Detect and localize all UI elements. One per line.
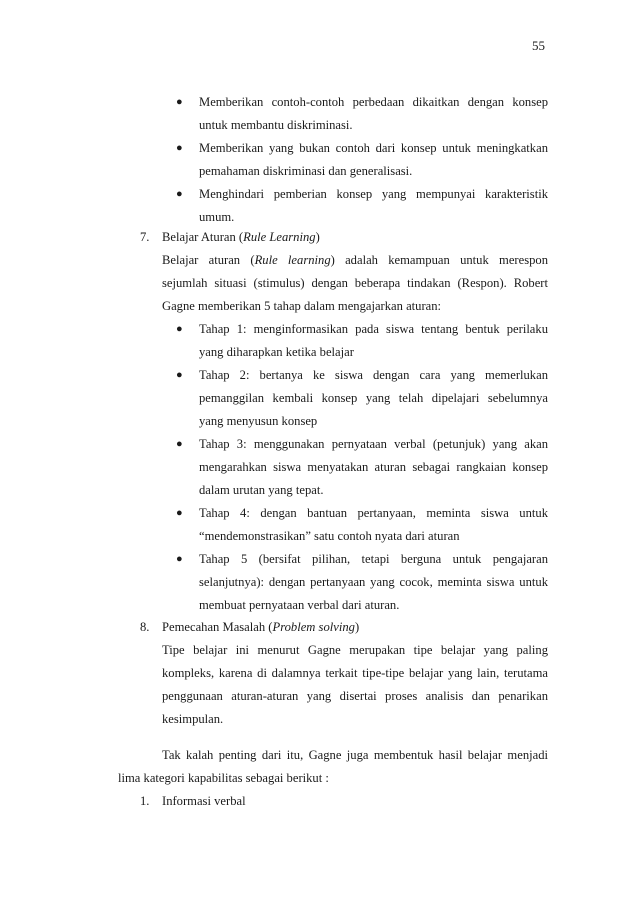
bullet-text: untuk membantu diskriminasi. (199, 118, 353, 132)
paragraph-line: lima kategori kapabilitas sebagai berikut : (118, 771, 329, 785)
bullet-text: Tahap 5 (bersifat pilihan, tetapi berguna untuk pengajaran (199, 552, 548, 566)
bullet-icon: ● (176, 369, 183, 381)
bullet-text: umum. (199, 210, 235, 224)
bullet-text: dalam urutan yang tepat. (199, 483, 324, 497)
paragraph-line: kesimpulan. (162, 712, 224, 726)
page-number: 55 (532, 38, 545, 53)
paragraph-line: kompleks, karena di dalamnya terkait tipe-tipe belajar yang lain, terutama (162, 666, 548, 680)
bullet-text: yang menyusun konsep (199, 414, 318, 428)
bullet-text: selanjutnya): dengan pertanyaan yang cocok, meminta siswa untuk (199, 575, 548, 589)
bullet-text: pemahaman diskriminasi dan generalisasi. (199, 164, 413, 178)
list-item-label: Informasi verbal (162, 794, 246, 808)
bullet-icon: ● (176, 323, 183, 335)
paragraph-line: sejumlah situasi (stimulus) dengan beberapa tindakan (Respon). Robert (162, 276, 548, 290)
paragraph-line: Tak kalah penting dari itu, Gagne juga membentuk hasil belajar menjadi (162, 748, 548, 762)
paragraph-line: Gagne memberikan 5 tahap dalam mengajarkan aturan: (162, 299, 442, 313)
bullet-icon: ● (176, 142, 183, 154)
paragraph-line: Belajar aturan (Rule learning) adalah kemampuan untuk merespon (162, 253, 548, 267)
bullet-text: membuat pernyataan verbal dari aturan. (199, 598, 400, 612)
bullet-icon: ● (176, 438, 183, 450)
bullet-text: Memberikan contoh-contoh perbedaan dikaitkan dengan konsep (199, 95, 548, 109)
bullet-text: Tahap 3: menggunakan pernyataan verbal (petunjuk) yang akan (199, 437, 548, 451)
section-title: Pemecahan Masalah (Problem solving) (162, 620, 360, 634)
bullet-text: “mendemonstrasikan” satu contoh nyata dari aturan (199, 529, 460, 543)
list-number: 7. (140, 230, 150, 244)
bullet-text: Memberikan yang bukan contoh dari konsep untuk meningkatkan (199, 141, 548, 155)
list-number: 1. (140, 794, 150, 808)
bullet-text: mengarahkan siswa menyatakan aturan sebagai rangkaian konsep (199, 460, 548, 474)
bullet-text: pemanggilan kembali konsep yang telah dipelajari sebelumnya (199, 391, 548, 405)
bullet-text: yang diharapkan ketika belajar (199, 345, 354, 359)
section-title: Belajar Aturan (Rule Learning) (162, 230, 320, 244)
bullet-text: Tahap 1: menginformasikan pada siswa tentang bentuk perilaku (199, 322, 548, 336)
paragraph-line: penggunaan aturan-aturan yang disertai proses analisis dan penarikan (162, 689, 548, 703)
bullet-text: Menghindari pemberian konsep yang mempunyai karakteristik (199, 187, 548, 201)
bullet-text: Tahap 4: dengan bantuan pertanyaan, meminta siswa untuk (199, 506, 548, 520)
bullet-icon: ● (176, 96, 183, 108)
paragraph-line: Tipe belajar ini menurut Gagne merupakan tipe belajar yang paling (162, 643, 548, 657)
bullet-icon: ● (176, 553, 183, 565)
bullet-icon: ● (176, 507, 183, 519)
list-number: 8. (140, 620, 150, 634)
bullet-icon: ● (176, 188, 183, 200)
bullet-text: Tahap 2: bertanya ke siswa dengan cara yang memerlukan (199, 368, 548, 382)
